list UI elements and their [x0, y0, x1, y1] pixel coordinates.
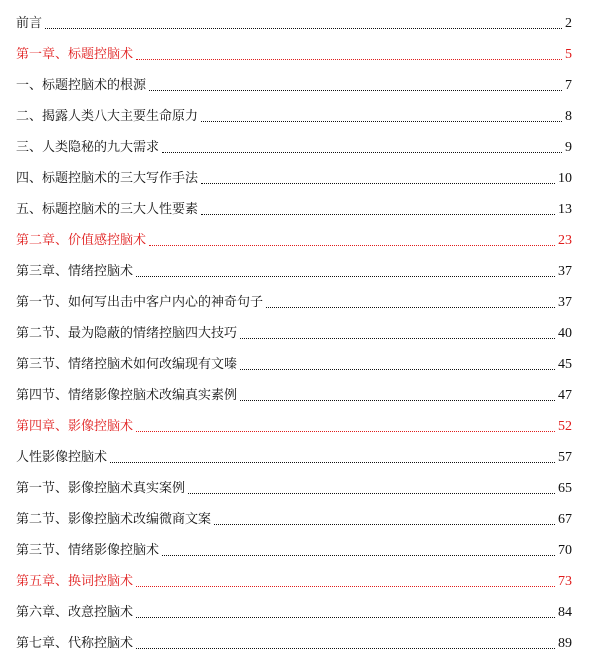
- toc-entry-title: 前言: [16, 16, 43, 31]
- toc-leader-dots: [188, 493, 555, 494]
- toc-page-number: 70: [558, 543, 572, 558]
- toc-leader-dots: [162, 152, 562, 153]
- toc-leader-dots: [240, 338, 555, 339]
- toc-entry[interactable]: [16, 196, 572, 218]
- toc-leader-dots: [136, 586, 555, 587]
- toc-entry[interactable]: [16, 475, 572, 497]
- toc-page-number: 37: [558, 264, 572, 279]
- toc-entry-title: 第一章、标题控脑术: [16, 47, 134, 62]
- toc-entry-title: 二、揭露人类八大主要生命原力: [16, 109, 199, 124]
- toc-page-number: 52: [558, 419, 572, 434]
- toc-page-number: 57: [558, 450, 572, 465]
- toc-entry-title: 第六章、改意控脑术: [16, 605, 134, 620]
- toc-page-number: 23: [558, 233, 572, 248]
- toc-entry-chapter-5[interactable]: [16, 568, 572, 590]
- toc-entry-title: 第三节、情绪控脑术如何改编现有文嗪: [16, 357, 238, 372]
- toc-entry-preface[interactable]: [16, 10, 572, 32]
- toc-leader-dots: [201, 183, 555, 184]
- toc-leader-dots: [136, 648, 555, 649]
- toc-page-number: 2: [565, 16, 572, 31]
- toc-page-number: 37: [558, 295, 572, 310]
- toc-entry[interactable]: [16, 351, 572, 373]
- toc-leader-dots: [136, 59, 562, 60]
- toc-entry[interactable]: [16, 382, 572, 404]
- toc-page-number: 40: [558, 326, 572, 341]
- toc-entry-title: 第三节、情绪影像控脑术: [16, 543, 160, 558]
- toc-entry-chapter-3[interactable]: [16, 258, 572, 280]
- toc-entry-title: 人性影像控脑术: [16, 450, 108, 465]
- toc-leader-dots: [266, 307, 555, 308]
- toc-page-number: 67: [558, 512, 572, 527]
- toc-entry-title: 第四节、情绪影像控脑术改编真实素例: [16, 388, 238, 403]
- toc-leader-dots: [214, 524, 555, 525]
- toc-entry-title: 三、人类隐秘的九大需求: [16, 140, 160, 155]
- toc-leader-dots: [201, 214, 555, 215]
- toc-entry-title: 四、标题控脑术的三大写作手法: [16, 171, 199, 186]
- toc-leader-dots: [110, 462, 555, 463]
- toc-page-number: 73: [558, 574, 572, 589]
- toc-leader-dots: [162, 555, 555, 556]
- toc-entry[interactable]: [16, 506, 572, 528]
- toc-entry-title: 第二节、影像控脑术改编微商文案: [16, 512, 212, 527]
- toc-leader-dots: [45, 28, 562, 29]
- toc-entry-title: 第五章、换词控脑术: [16, 574, 134, 589]
- toc-leader-dots: [149, 245, 555, 246]
- toc-entry-title: 第三章、情绪控脑术: [16, 264, 134, 279]
- toc-page-number: 5: [565, 47, 572, 62]
- toc-entry-title: 第七章、代称控脑术: [16, 636, 134, 651]
- toc-entry[interactable]: [16, 444, 572, 466]
- toc-page-number: 84: [558, 605, 572, 620]
- toc-entry-chapter-2[interactable]: [16, 227, 572, 249]
- toc-page-number: 45: [558, 357, 572, 372]
- toc-page-number: 8: [565, 109, 572, 124]
- toc-leader-dots: [136, 276, 555, 277]
- toc-page-number: 47: [558, 388, 572, 403]
- toc-leader-dots: [201, 121, 562, 122]
- toc-entry-chapter-4[interactable]: [16, 413, 572, 435]
- toc-entry[interactable]: [16, 134, 572, 156]
- toc-entry[interactable]: [16, 72, 572, 94]
- toc-entry[interactable]: [16, 320, 572, 342]
- toc-entry[interactable]: [16, 289, 572, 311]
- toc-entry[interactable]: [16, 103, 572, 125]
- toc-entry-chapter-6[interactable]: [16, 599, 572, 621]
- toc-leader-dots: [240, 400, 555, 401]
- toc-entry-title: 第四章、影像控脑术: [16, 419, 134, 434]
- toc-page-number: 10: [558, 171, 572, 186]
- toc-leader-dots: [136, 431, 555, 432]
- toc-entry-chapter-7[interactable]: [16, 630, 572, 652]
- toc-entry-title: 第一节、影像控脑术真实案例: [16, 481, 186, 496]
- toc-entry[interactable]: [16, 537, 572, 559]
- toc-page-number: 13: [558, 202, 572, 217]
- toc-entry-title: 一、标题控脑术的根源: [16, 78, 147, 93]
- toc-page-number: 65: [558, 481, 572, 496]
- toc-entry-title: 五、标题控脑术的三大人性要素: [16, 202, 199, 217]
- toc-entry-title: 第二节、最为隐蔽的情绪控脑四大技巧: [16, 326, 238, 341]
- toc-entry-title: 第二章、价值感控脑术: [16, 233, 147, 248]
- toc-entry[interactable]: [16, 165, 572, 187]
- toc-entry-title: 第一节、如何写出击中客户内心的神奇句子: [16, 295, 264, 310]
- toc-page-number: 9: [565, 140, 572, 155]
- toc-leader-dots: [149, 90, 562, 91]
- toc-leader-dots: [240, 369, 555, 370]
- toc-page-number: 7: [565, 78, 572, 93]
- toc-leader-dots: [136, 617, 555, 618]
- toc-page-number: 89: [558, 636, 572, 651]
- toc-entry-chapter-1[interactable]: [16, 41, 572, 63]
